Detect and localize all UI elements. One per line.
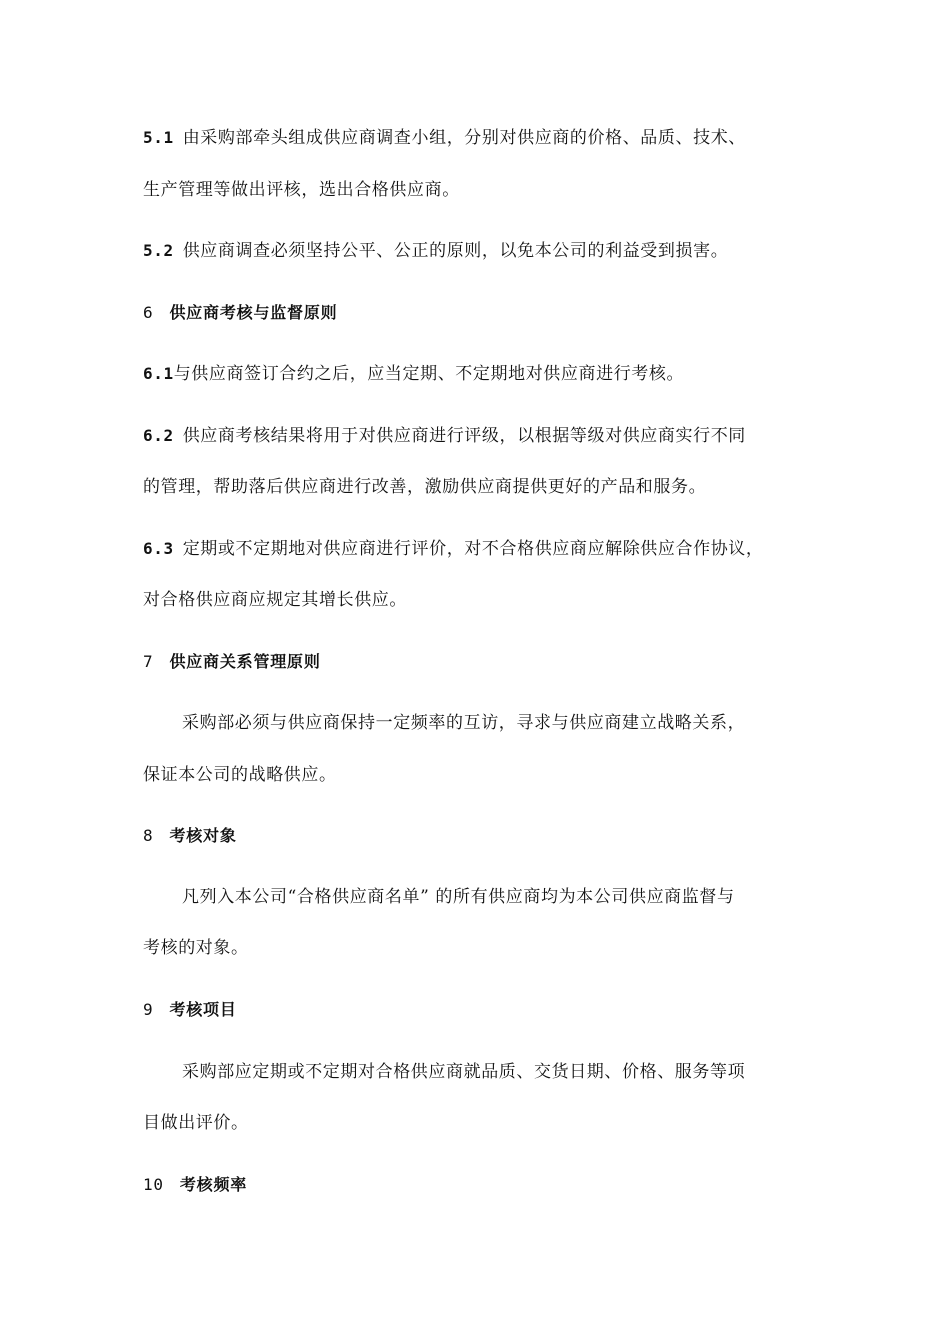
section-title: 考核对象: [169, 826, 237, 845]
paragraph-9-line-1: 采购部应定期或不定期对合格供应商就品质、交货日期、价格、服务等项: [182, 1062, 746, 1082]
paragraph-7-line-1: 采购部必须与供应商保持一定频率的互访，寻求与供应商建立战略关系，: [182, 713, 746, 733]
paragraph-7-line-2: 保证本公司的战略供应。: [143, 765, 337, 785]
clause-text: 供应商调查必须坚持公平、公正的原则，以免本公司的利益受到损害。: [182, 241, 729, 261]
section-heading-6: [143, 302, 337, 324]
clause-number: 5.2: [143, 241, 174, 260]
clause-number: 6.2: [143, 426, 174, 445]
paragraph-9-line-2: 目做出评价。: [143, 1113, 249, 1133]
clause-5-2: [143, 240, 728, 262]
clause-number: 6.3: [143, 539, 174, 558]
clause-6-3-line-1: [143, 538, 764, 560]
clause-6-2-line-2: 的管理，帮助落后供应商进行改善，激励供应商提供更好的产品和服务。: [143, 477, 707, 497]
section-number: 9: [143, 1000, 154, 1019]
clause-5-1-line-1: [143, 127, 746, 149]
clause-text: 由采购部牵头组成供应商调查小组，分别对供应商的价格、品质、技术、: [182, 128, 746, 148]
clause-number: 5.1: [143, 128, 174, 147]
clause-number: 6.1: [143, 364, 174, 383]
section-number: 6: [143, 303, 154, 322]
section-heading-9: [143, 999, 237, 1021]
section-heading-7: [143, 651, 321, 673]
section-heading-8: [143, 825, 237, 847]
section-number: 8: [143, 826, 154, 845]
clause-text: 与供应商签订合约之后，应当定期、不定期地对供应商进行考核。: [173, 364, 685, 384]
section-title: 供应商考核与监督原则: [169, 303, 338, 322]
clause-text: 供应商考核结果将用于对供应商进行评级，以根据等级对供应商实行不同: [182, 426, 746, 446]
clause-5-1-line-2: 生产管理等做出评核，选出合格供应商。: [143, 180, 460, 200]
clause-text: 定期或不定期地对供应商进行评价，对不合格供应商应解除供应合作协议，: [182, 539, 764, 559]
section-title: 供应商关系管理原则: [169, 652, 321, 671]
section-number: 10: [143, 1175, 164, 1194]
clause-6-3-line-2: 对合格供应商应规定其增长供应。: [143, 590, 407, 610]
section-title: 考核频率: [179, 1175, 248, 1194]
section-title: 考核项目: [169, 1000, 237, 1019]
section-number: 7: [143, 652, 154, 671]
paragraph-8-line-1: 凡列入本公司“合格供应商名单” 的所有供应商均为本公司供应商监督与: [182, 887, 735, 907]
clause-6-1: [143, 363, 684, 385]
clause-6-2-line-1: [143, 425, 746, 447]
section-heading-10: [143, 1174, 247, 1196]
paragraph-8-line-2: 考核的对象。: [143, 938, 249, 958]
